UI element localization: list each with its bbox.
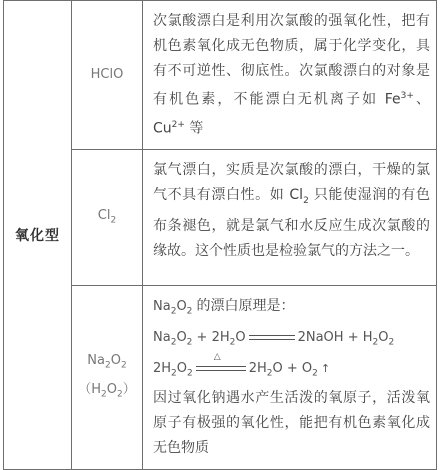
eq1-na-sub: 2 — [170, 337, 177, 348]
h2o2-sub1: 2 — [101, 389, 107, 400]
type-cell — [4, 1, 72, 470]
eq1-h2-sub: 2 — [372, 337, 379, 348]
eq1-o-sub: 2 — [186, 337, 193, 348]
intro-o: O — [176, 299, 187, 315]
na2o2-sub2: 2 — [120, 360, 127, 371]
description-hclo-tail: 等 — [189, 120, 204, 137]
intro-sub2: 2 — [186, 306, 193, 317]
h2o2-sub2: 2 — [117, 389, 123, 400]
substance-cl2 — [97, 207, 117, 226]
substance-cell-hclo — [72, 1, 143, 150]
eq1-products: 2NaOH + H — [297, 329, 373, 345]
substance-cl2-base: Cl — [97, 207, 111, 223]
table-row-hclo — [4, 1, 437, 150]
intro-text: 的漂白原理是： — [196, 298, 295, 315]
description-cell-cl2 — [143, 150, 437, 286]
eq1-h2o2-sub: 2 — [388, 337, 395, 348]
description-cl2-a: 氯气漂白，实质是次氯酸的漂白，干燥的氯气不具有漂白性。如 Cl — [153, 162, 430, 204]
eq2-water-sub: 2 — [266, 368, 273, 379]
cu-ion-charge: 2+ — [171, 119, 185, 130]
h2o2-open: （H — [78, 381, 102, 397]
substance-h2o2 — [72, 378, 142, 407]
eq2-o-sub: 2 — [187, 368, 193, 379]
h2o2-o: O — [106, 381, 117, 397]
eq2-o: O — [176, 360, 188, 376]
bleaching-table — [3, 0, 437, 470]
na2o2-na: Na — [87, 353, 105, 369]
h2o2-close: ） — [122, 381, 136, 397]
na2o2-intro-line — [153, 293, 430, 325]
gas-up-arrow-icon: ↑ — [320, 361, 331, 375]
eq2-h: 2H — [153, 360, 172, 376]
eq1-o: O — [176, 329, 187, 345]
intro-sub1: 2 — [170, 306, 177, 317]
equals-sign — [249, 332, 295, 342]
heat-icon: △ — [213, 352, 221, 362]
description-cl2 — [153, 158, 430, 264]
eq2-products: O + O — [272, 360, 313, 376]
eq1-water-o: O — [235, 329, 246, 345]
fe-ion-charge: 3+ — [400, 91, 414, 101]
eq1-na: Na — [153, 329, 171, 345]
eq2-water-h: 2H — [248, 360, 267, 376]
na2o2-o: O — [110, 353, 121, 369]
eq1-h2o2-o: O — [378, 329, 389, 345]
eq1-plus-water: + 2H — [196, 329, 230, 345]
substance-cell-cl2 — [72, 150, 143, 286]
na2o2-explanation: 因过氧化钠遇水产生活泼的氧原子，活泼氧原子有极强的氧化性，能把有机色素氧化成无色物质 — [153, 390, 430, 457]
description-hclo-text: 次氯酸漂白是利用次氯酸的强氧化性，把有机色素氧化成无色物质，属于化学变化，具有不可逆性、彻底性。次氯酸漂白的对象是有机色素，不能漂白无机离子如 Fe — [153, 13, 430, 108]
substance-na2o2 — [72, 349, 142, 378]
substance-cell-na2o2 — [72, 286, 143, 470]
description-cell-na2o2 — [143, 286, 437, 470]
description-hclo — [153, 9, 430, 141]
equation-1 — [153, 325, 430, 356]
equation-2 — [153, 352, 430, 387]
heat-equals-sign — [196, 352, 246, 373]
ion-separator: 、Cu — [153, 91, 430, 137]
description-cell-hclo — [143, 1, 437, 150]
description-cl2-b: 只能使湿润的有色布条褪色，就是氯气和水反应生成次氯酸的缘故。这个性质也是检验氯气的方法之一。 — [153, 187, 430, 260]
type-label: 氧化型 — [15, 228, 60, 245]
eq2-o2-sub: 2 — [312, 368, 318, 379]
eq1-h-sub: 2 — [229, 337, 236, 348]
eq2-h-sub: 2 — [171, 368, 177, 379]
intro-na: Na — [153, 299, 171, 315]
na2o2-sub1: 2 — [105, 360, 111, 371]
description-cl2-sub: 2 — [303, 196, 309, 207]
substance-hclo: HClO — [90, 67, 124, 83]
substance-cl2-sub: 2 — [110, 215, 117, 226]
